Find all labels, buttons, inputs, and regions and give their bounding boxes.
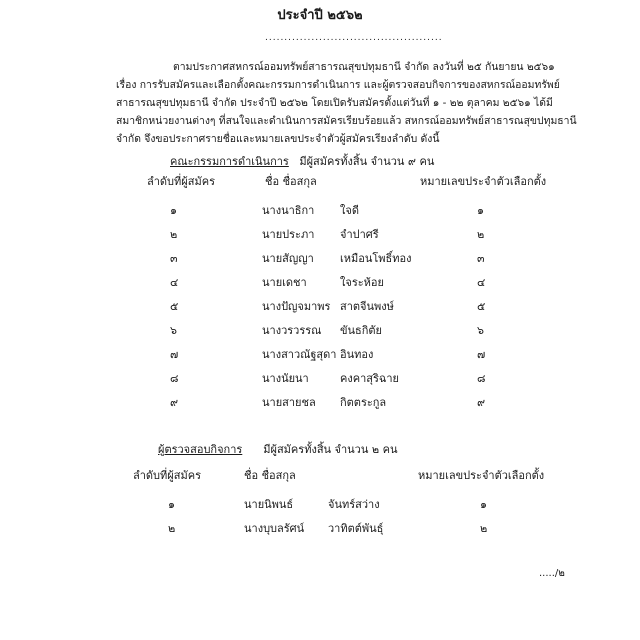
row-no: ๓ bbox=[170, 252, 178, 265]
row-ballot: ๑ bbox=[477, 204, 484, 217]
row-no: ๕ bbox=[170, 300, 179, 313]
board-count-text: มีผู้สมัครทั้งสิ้น จำนวน ๙ คน bbox=[299, 155, 435, 168]
row-surname: จำปาศรี bbox=[340, 228, 379, 241]
row-no: ๘ bbox=[170, 372, 179, 385]
row-ballot: ๙ bbox=[477, 396, 486, 409]
row-no: ๑ bbox=[168, 498, 175, 511]
row-ballot: ๒ bbox=[477, 228, 485, 241]
row-name: นางวรวรรณ bbox=[262, 324, 322, 337]
board-col-name: ชื่อ ชื่อสกุล bbox=[265, 175, 317, 188]
auditor-heading: ผู้ตรวจสอบกิจการ bbox=[158, 443, 243, 456]
row-name: นางนัยนา bbox=[262, 372, 309, 385]
row-name: นางสาวณัฐสุดา bbox=[262, 348, 337, 361]
auditor-col-name: ชื่อ ชื่อสกุล bbox=[244, 469, 296, 482]
row-surname: กิตตระกูล bbox=[340, 396, 387, 409]
row-surname: สาตจีนพงษ์ bbox=[340, 300, 394, 313]
row-name: นายสายชล bbox=[262, 396, 316, 409]
announcement-paragraph bbox=[116, 58, 631, 148]
row-surname: ใจดี bbox=[340, 204, 359, 217]
board-row bbox=[0, 345, 640, 365]
auditor-row bbox=[0, 519, 640, 539]
auditor-col-no: ลำดับที่ผู้สมัคร bbox=[133, 469, 201, 482]
board-row bbox=[0, 201, 640, 221]
row-ballot: ๑ bbox=[480, 498, 487, 511]
row-ballot: ๒ bbox=[480, 522, 488, 535]
row-ballot: ๗ bbox=[477, 348, 486, 361]
row-surname: คงคาสุริฉาย bbox=[340, 372, 400, 385]
row-no: ๖ bbox=[170, 324, 177, 337]
row-no: ๙ bbox=[170, 396, 179, 409]
row-name: นางปัญจมาพร bbox=[262, 300, 331, 313]
row-no: ๒ bbox=[168, 522, 176, 535]
paragraph-line: จำกัด จึงขอประกาศรายชื่อและหมายเลขประจำตัวผู้สมัครเรียงลำดับ ดังนี้ bbox=[116, 133, 440, 145]
document-title: ประจำปี ๒๕๖๒ bbox=[277, 8, 363, 23]
row-surname: เหมือนโพธิ์ทอง bbox=[340, 252, 412, 265]
row-surname: ขันธกิตัย bbox=[340, 324, 383, 337]
row-surname: จันทร์สว่าง bbox=[328, 498, 380, 511]
board-row bbox=[0, 393, 640, 413]
paragraph-line: ตามประกาศสหกรณ์ออมทรัพย์สาธารณสุขปทุมธานี จำกัด ลงวันที่ ๒๕ กันยายน ๒๕๖๑ bbox=[173, 61, 555, 73]
row-surname: อินทอง bbox=[340, 348, 374, 361]
paragraph-line: เรื่อง การรับสมัครและเลือกตั้งคณะกรรมการดำเนินการ และผู้ตรวจสอบกิจการของสหกรณ์ออมทรัพย์ bbox=[116, 79, 560, 91]
board-row bbox=[0, 273, 640, 293]
board-row bbox=[0, 321, 640, 341]
row-name: นายสัญญา bbox=[262, 252, 314, 265]
paragraph-line: สาธารณสุขปทุมธานี จำกัด ประจำปี ๒๕๖๒ โดยเปิดรับสมัครตั้งแต่วันที่ ๑ - ๒๒ ตุลาคม ๒๕๖๑ ได้มี bbox=[116, 97, 553, 109]
board-row bbox=[0, 249, 640, 269]
page-continuation: ...../๒ bbox=[539, 568, 565, 579]
row-no: ๑ bbox=[170, 204, 177, 217]
auditor-count-text: มีผู้สมัครทั้งสิ้น จำนวน ๒ คน bbox=[263, 443, 398, 456]
auditor-section-heading bbox=[158, 440, 398, 458]
row-no: ๗ bbox=[170, 348, 179, 361]
board-col-no: ลำดับที่ผู้สมัคร bbox=[147, 175, 215, 188]
row-ballot: ๓ bbox=[477, 252, 485, 265]
auditor-row bbox=[0, 495, 640, 515]
row-surname: วาทิตต์พันธุ์ bbox=[328, 522, 384, 535]
board-row bbox=[0, 297, 640, 317]
paragraph-line: สมาชิกหน่วยงานต่างๆ ที่สนใจและดำเนินการสมัครเรียบร้อยแล้ว สหกรณ์ออมทรัพย์สาธารณสุขปทุมธานี bbox=[116, 115, 577, 127]
board-row bbox=[0, 369, 640, 389]
row-ballot: ๖ bbox=[477, 324, 484, 337]
board-heading: คณะกรรมการดำเนินการ bbox=[170, 155, 289, 168]
row-ballot: ๘ bbox=[477, 372, 486, 385]
board-col-ballot: หมายเลขประจำตัวเลือกตั้ง bbox=[420, 175, 547, 188]
row-ballot: ๔ bbox=[477, 276, 486, 289]
row-ballot: ๕ bbox=[477, 300, 486, 313]
board-row bbox=[0, 225, 640, 245]
row-no: ๒ bbox=[170, 228, 178, 241]
row-surname: ใจระห้อย bbox=[340, 276, 384, 289]
auditor-col-ballot: หมายเลขประจำตัวเลือกตั้ง bbox=[418, 469, 545, 482]
board-section-heading bbox=[170, 152, 434, 170]
row-name: นางบุบลรัศน์ bbox=[244, 522, 305, 535]
row-name: นายประภา bbox=[262, 228, 315, 241]
row-no: ๔ bbox=[170, 276, 179, 289]
title-dotted-line: .............................................. bbox=[265, 33, 443, 43]
row-name: นายนิพนธ์ bbox=[244, 498, 294, 511]
row-name: นายเดชา bbox=[262, 276, 307, 289]
row-name: นางนาธิกา bbox=[262, 204, 315, 217]
